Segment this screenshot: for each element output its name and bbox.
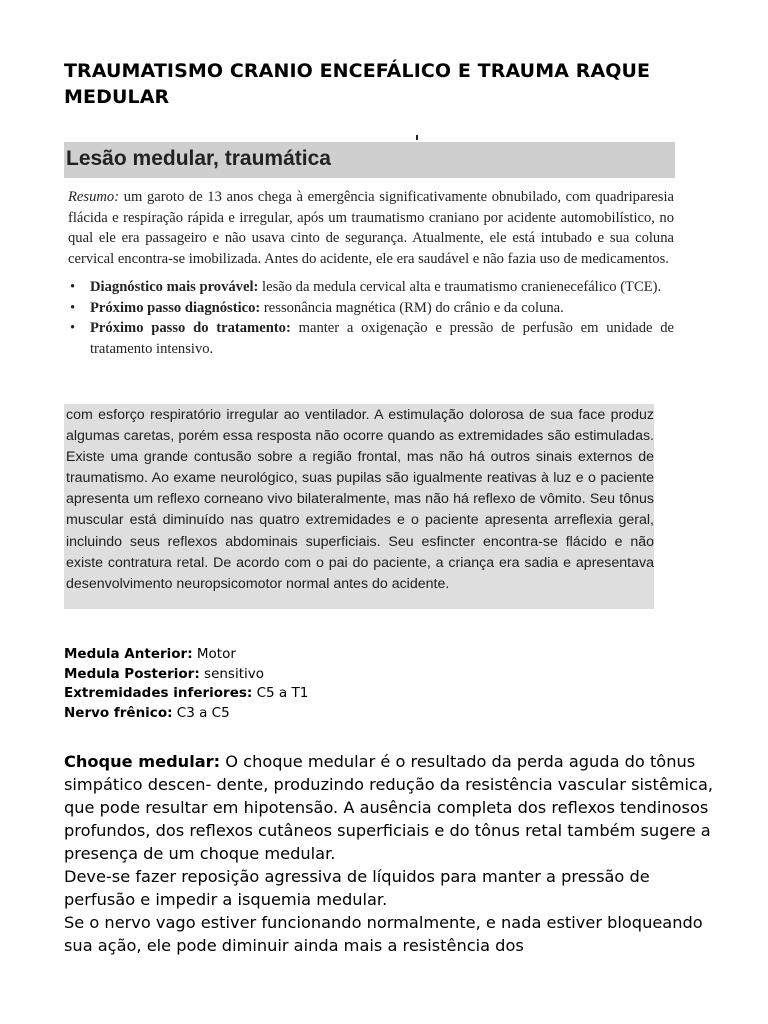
- bullet-item: [68, 318, 674, 359]
- vagus-paragraph: Se o nervo vago estiver funcionando normalmente, e nada estiver bloqueando sua ação, ele pode diminuir ainda mais a resistência dos: [64, 913, 703, 955]
- summary-bullets: [68, 277, 674, 359]
- fact-line: [64, 665, 308, 685]
- fluids-paragraph: Deve-se fazer reposição agressiva de líquidos para manter a pressão de perfusão e impedir a isquemia medular.: [64, 867, 650, 909]
- bullet-dot: •: [70, 320, 76, 336]
- case-heading-bar: [64, 142, 675, 178]
- summary-text: um garoto de 13 anos chega à emergência significativamente obnubilado, com quadriparesia flácida e respiração rápida e irregular, após um traumatismo craniano por acidente automobilístico, no qual ele era passageiro e não usava cinto de segurança. Atualmente, ele está intubado e sua coluna cervical encontra-se imobilizada. Antes do acidente, ele era saudável e não fazia uso de medicamentos.: [68, 189, 674, 267]
- fact-label: Extremidades inferiores:: [64, 685, 253, 701]
- summary-label: Resumo:: [68, 189, 120, 205]
- fact-line: [64, 645, 308, 665]
- page-title: TRAUMATISMO CRANIO ENCEFÁLICO E TRAUMA RAQUE MEDULAR: [64, 60, 651, 108]
- scanned-case-box: [64, 140, 675, 402]
- fact-label: Medula Posterior:: [64, 665, 200, 682]
- fact-value: sensitivo: [204, 665, 265, 682]
- anatomy-facts: [64, 645, 308, 723]
- fact-line: [64, 684, 308, 704]
- bullet-item: [68, 298, 674, 319]
- bullet-label: Próximo passo do tratamento:: [90, 320, 291, 336]
- bullet-dot: •: [70, 279, 76, 295]
- fact-label: Nervo frênico:: [64, 704, 173, 721]
- bullet-label: Próximo passo diagnóstico:: [90, 299, 261, 316]
- spinal-shock-text: O choque medular é o resultado da perda aguda do tônus simpático descen- dente, produzindo redução da resistência vascular sistêmica, que pode resultar em hipotensão. A ausência completa dos reflexos tendinosos profundos, dos reflexos cutâneos superficiais e do tônus retal também sugere a presença de um choque medular.: [64, 752, 714, 863]
- fact-value: C5 a T1: [256, 685, 309, 701]
- scanned-exam-box: [64, 404, 654, 609]
- exam-text: com esforço respiratório irregular ao ventilador. A estimulação dolorosa de sua face produz algumas caretas, porém essa resposta não ocorre quando as extremidades são estimuladas. Existe uma grande contusão sobre a região frontal, mas não há outros sinais externos de traumatismo. Ao exame neurológico, suas pupilas são igualmente reativas à luz e o paciente apresenta um reflexo corneano vivo bilateralmente, mas não há reflexo de vômito. Seu tônus muscular está diminuído nas quatro extremidades e o paciente apresenta arreflexia geral, incluindo seus reflexos abdominais superficiais. Seu esfincter encontra-se flácido e não existe contratura retal. De acordo com o pai do paciente, a criança era sadia e apresentava desenvolvimento neuropsicomotor normal antes do acidente.: [66, 407, 654, 592]
- bullet-dot: •: [70, 299, 76, 316]
- bullet-item: [68, 277, 674, 298]
- fact-value: Motor: [196, 646, 236, 662]
- spinal-shock-label: Choque medular:: [64, 752, 221, 771]
- bullet-label: Diagnóstico mais provável:: [90, 279, 259, 295]
- fact-line: [64, 704, 308, 724]
- fact-label: Medula Anterior:: [64, 646, 193, 662]
- spinal-shock-section: [64, 750, 724, 957]
- summary-paragraph: [68, 187, 674, 269]
- bullet-text: ressonância magnética (RM) do crânio e da coluna.: [263, 299, 564, 316]
- fact-value: C3 a C5: [176, 704, 230, 721]
- case-summary: [68, 187, 674, 359]
- case-heading: Lesão medular, traumática: [66, 147, 331, 170]
- bullet-text: manter a oxigenação e pressão de perfusão em unidade de tratamento intensivo.: [90, 320, 675, 357]
- spinal-shock-paragraph: [64, 750, 724, 865]
- bullet-text: lesão da medula cervical alta e traumatismo cranienecefálico (TCE).: [262, 279, 662, 295]
